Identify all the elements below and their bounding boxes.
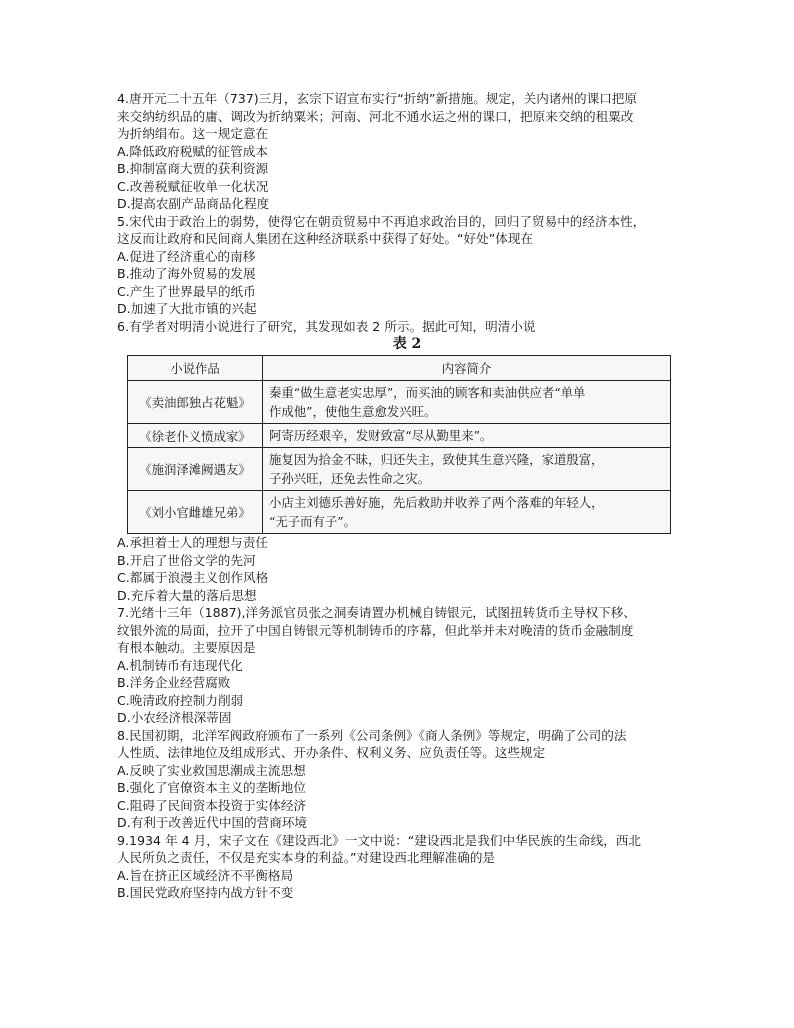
question-stem-line: 9.1934 年 4 月，宋子文在《建设西北》一文中说：“建设西北是我们中华民族的生命线，西北 — [117, 832, 641, 848]
question-stem-line: 5.宋代由于政治上的弱势，使得它在朝贡贸易中不再追求政治目的，回归了贸易中的经济本性， — [117, 213, 646, 229]
option-b: B.开启了世俗文学的先河 — [117, 552, 256, 568]
option-a: A.承担着士人的理想与责任 — [117, 535, 268, 550]
question-5 — [117, 213, 697, 318]
novel-summary — [263, 448, 671, 491]
option-c: C.产生了世界最早的纸币 — [117, 283, 256, 299]
summary-line: “无子而有子”。 — [269, 514, 357, 529]
option-c: C.晚清政府控制力削弱 — [117, 692, 244, 708]
table-header-row — [128, 356, 671, 381]
question-stem-line: 人民所负之责任，不仅是充实本身的利益。”对建设西北理解准确的是 — [117, 850, 496, 865]
novel-summary — [263, 381, 671, 424]
question-stem-line: 来交纳纺织品的庸、调改为折纳粟米；河南、河北不通水运之州的课口，把原来交纳的租粟改 — [117, 108, 634, 124]
option-a: A.降低政府税赋的征管成本 — [117, 143, 268, 159]
option-a: A.反映了实业救国思潮成主流思想 — [117, 762, 306, 778]
summary-line: 作成他”，使他生意愈发兴旺。 — [269, 404, 437, 419]
option-a: A.促进了经济重心的南移 — [117, 248, 256, 264]
question-stem-line: 为折纳绢布。这一规定意在 — [117, 126, 269, 141]
novel-title: 《徐老仆义愤成家》 — [128, 424, 263, 448]
novel-title: 《卖油郎独占花魁》 — [128, 381, 263, 424]
question-6 — [117, 318, 697, 605]
table-row — [128, 424, 671, 448]
question-stem-line: 纹银外流的局面，拉开了中国自铸银元等机制铸币的序幕，但此举并未对晚清的货币金融制度 — [117, 622, 634, 638]
summary-line: 秦重“做生意老实忠厚”，而买油的顾客和卖油供应者“单单 — [269, 385, 586, 400]
summary-line: 小店主刘德乐善好施，先后救助并收养了两个落难的年轻人， — [269, 495, 604, 510]
novel-summary — [263, 424, 671, 448]
question-4 — [117, 90, 697, 213]
question-stem-line: 这反而让政府和民间商人集团在这种经济联系中获得了好处。“好处”体现在 — [117, 231, 534, 246]
option-c: C.阻碍了民间资本投资于实体经济 — [117, 797, 307, 813]
option-d: D.有利于改善近代中国的营商环境 — [117, 815, 308, 830]
novel-title: 《施润泽滩阙遇友》 — [128, 448, 263, 491]
table-row — [128, 381, 671, 424]
question-stem-line: 4.唐开元二十五年（737)三月，玄宗下诏宣布实行“折纳”新措施。规定，关内诸州的课口把原 — [117, 91, 637, 106]
option-b: B.洋务企业经营腐败 — [117, 675, 231, 690]
summary-line: 施复因为拾金不昧，归还失主，致使其生意兴隆，家道殷富， — [269, 452, 604, 467]
option-d: D.充斥着大量的落后思想 — [117, 587, 257, 603]
summary-line: 阿寄历经艰辛，发财致富“尽从勤里来”。 — [269, 428, 493, 443]
option-d: D.加速了大批市镇的兴起 — [117, 301, 257, 316]
question-stem-line: 8.民国初期，北洋军阀政府颁布了一系列《公司条例》《商人条例》等规定，明确了公司的法 — [117, 727, 627, 743]
option-b: B.抑制富商大贾的获利资源 — [117, 161, 269, 176]
summary-line: 子孙兴旺，还免去性命之灾。 — [269, 471, 431, 486]
option-c: C.都属于浪漫主义创作风格 — [117, 570, 269, 585]
option-a: A.旨在挤正区域经济不平衡格局 — [117, 867, 294, 883]
question-stem-line: 有根本触动。主要原因是 — [117, 640, 256, 655]
option-a: A.机制铸币有违现代化 — [117, 657, 243, 673]
question-9 — [117, 832, 697, 902]
column-header-work: 小说作品 — [128, 356, 263, 381]
question-stem-line: 人性质、法律地位及组成形式、开办条件、权利义务、应负责任等。这些规定 — [117, 745, 546, 760]
question-list — [117, 90, 697, 902]
option-d: D.提高农副产品商品化程度 — [117, 196, 270, 211]
option-b: B.强化了官僚资本主义的垄断地位 — [117, 780, 306, 795]
novel-title: 《刘小官雌雄兄弟》 — [128, 491, 263, 534]
table-title: 表 2 — [392, 336, 422, 352]
question-stem-line: 6.有学者对明清小说进行了研究，其发现如表 2 所示。据此可知，明清小说 — [117, 318, 536, 334]
table-row — [128, 448, 671, 491]
question-stem-line: 7.光绪十三年（1887),洋务派官员张之洞奏请置办机械自铸银元，试图扭转货币主导权下移、 — [117, 605, 636, 620]
option-b: B.推动了海外贸易的发展 — [117, 266, 256, 281]
option-d: D.小农经济根深蒂固 — [117, 710, 232, 725]
table-row — [128, 491, 671, 534]
column-header-summary: 内容简介 — [263, 356, 671, 381]
question-8 — [117, 727, 697, 832]
novel-table — [127, 355, 671, 534]
novel-summary — [263, 491, 671, 534]
option-c: C.改善税赋征收单一化状况 — [117, 178, 269, 194]
question-7 — [117, 604, 697, 727]
option-b: B.国民党政府坚持内战方针不变 — [117, 885, 294, 900]
